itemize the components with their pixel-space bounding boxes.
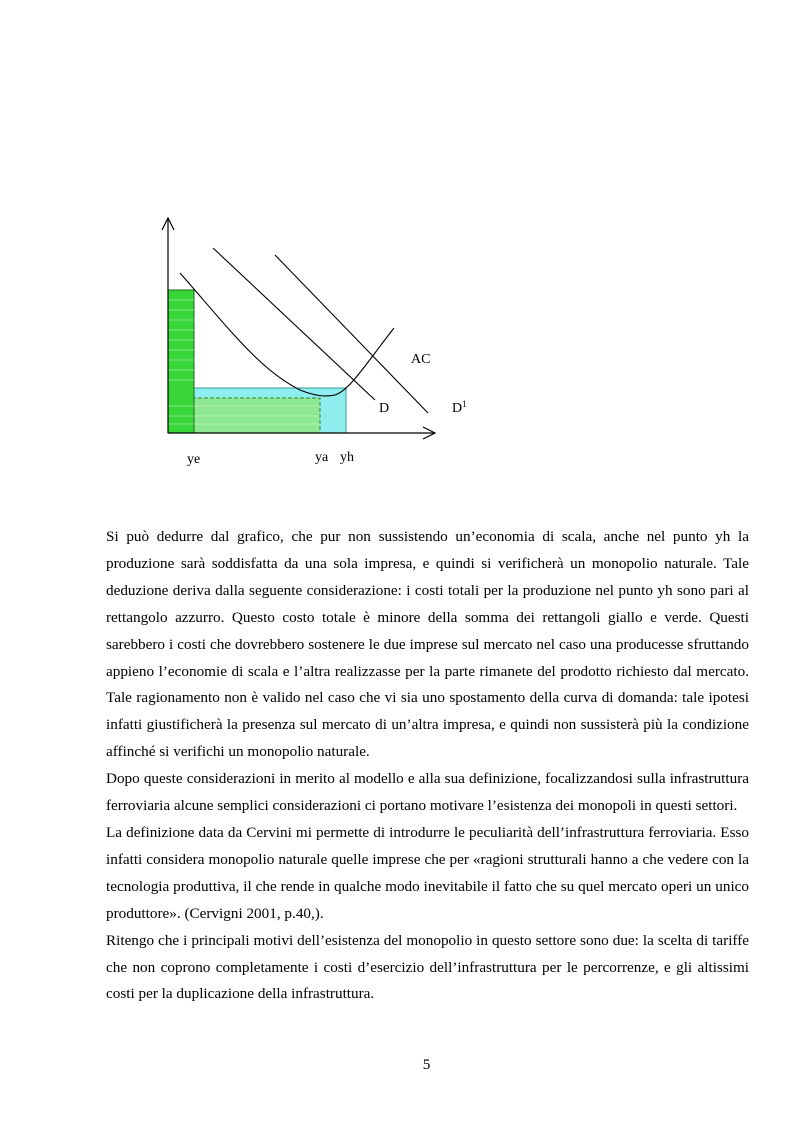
paragraph: La definizione data da Cervini mi permette di introdurre le peculiarità dell’infrastruttura ferroviaria. Esso infatti considera monopolio naturale quelle imprese che per «ragioni strutturali hanno a che vedere con la tecnologia produttiva, il che rende in qualche modo inevitabile il fatto che su quel mercato operi un unico produttore». (Cervigni 2001, p.40,). (106, 823, 749, 922)
cost-curve-svg (150, 210, 480, 470)
paragraph: Ritengo che i principali motivi dell’esistenza del monopolio in questo settore sono due: la scelta di tariffe che non coprono completamente i costi d’esercizio dell’infrastruttura per le percorrenze, e gli altissimi costi per la duplicazione della infrastruttura. (106, 931, 749, 1003)
label-d1-main: D (452, 401, 463, 416)
label-d1 (452, 399, 467, 416)
label-d1-sup: 1 (462, 399, 467, 409)
paragraph: Si può dedurre dal grafico, che pur non sussistendo un’economia di scala, anche nel punto yh la produzione sarà soddisfatta da una sola impresa, e quindi si verificherà un monopolio naturale. Tale deduzione deriva dalla seguente considerazione: i costi totali per la produzione nel punto yh sono pari al rettangolo azzurro. Questo costo totale è minore della somma dei rettangoli giallo e verde. Questi sarebbero i costi che dovrebbero sostenere le due imprese sul mercato nel caso una producesse sfruttando appieno l’economie di scala e l’altra realizzasse per la parte rimanete del prodotto richiesto dal mercato. Tale ragionamento non è valido nel caso che vi sia uno spostamento della curva di domanda: tale ipotesi infatti giustificherà la presenza sul mercato di un’altra impresa, e quindi non sussisterà più la condizione affinché si verifichi un monopolio naturale. (106, 528, 749, 761)
label-ye: ye (187, 452, 201, 467)
ac-curve (180, 273, 394, 396)
page-number: 5 (422, 1056, 431, 1073)
label-d: D (379, 401, 390, 416)
cost-curve-figure (150, 210, 480, 470)
body-text (106, 524, 749, 1008)
label-ac: AC (411, 352, 431, 367)
label-ya: ya (315, 450, 329, 465)
paragraph: Dopo queste considerazioni in merito al modello e alla sua definizione, focalizzandosi sulla infrastruttura ferroviaria alcune semplici considerazioni ci portano motivare l’esistenza dei monopoli in questi settori. (106, 770, 749, 815)
demand-line-d (213, 248, 375, 400)
label-yh: yh (340, 450, 354, 465)
green-rectangle (168, 290, 194, 433)
